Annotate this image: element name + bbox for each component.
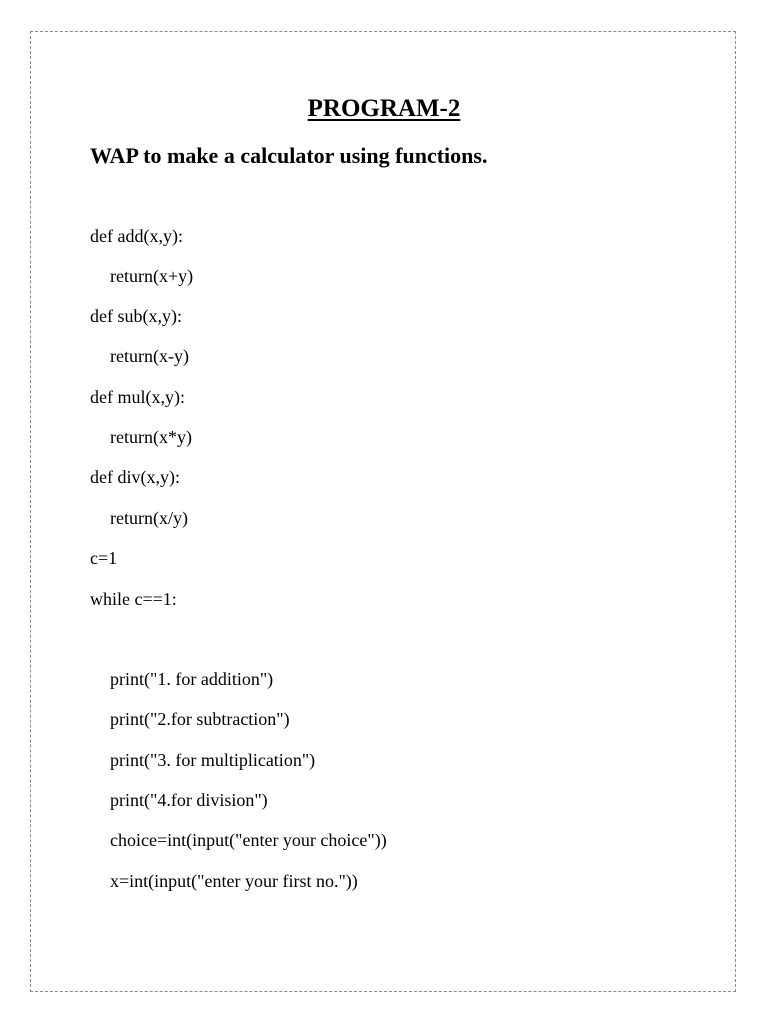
code-line: print("1. for addition") — [110, 669, 274, 689]
code-line: return(x-y) — [110, 346, 189, 366]
code-line: def div(x,y): — [90, 467, 180, 487]
code-line: def sub(x,y): — [90, 306, 182, 326]
code-line: print("3. for multiplication") — [110, 750, 316, 770]
code-line: c=1 — [90, 548, 118, 568]
code-line: x=int(input("enter your first no.")) — [110, 871, 358, 891]
code-line: def mul(x,y): — [90, 387, 185, 407]
code-line: def add(x,y): — [90, 226, 183, 246]
code-line: print("2.for subtraction") — [110, 709, 290, 729]
code-line: return(x+y) — [110, 266, 194, 286]
code-line: print("4.for division") — [110, 790, 268, 810]
page-title: PROGRAM-2 — [307, 95, 461, 122]
code-line: while c==1: — [90, 589, 177, 609]
program-heading: WAP to make a calculator using functions. — [90, 143, 488, 168]
code-line: choice=int(input("enter your choice")) — [110, 830, 387, 850]
code-line: return(x*y) — [110, 427, 192, 447]
code-line: return(x/y) — [110, 508, 188, 528]
